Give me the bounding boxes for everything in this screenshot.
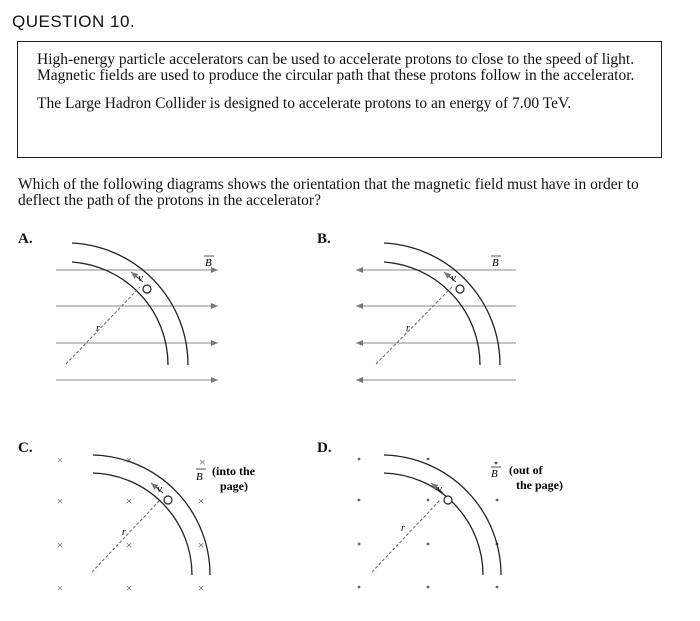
field-dot-symbol (495, 462, 498, 465)
svg-text:×: × (56, 494, 64, 508)
context-paragraph-1: High-energy particle accelerators can be used to accelerate protons to close to the speed of light. Magnetic fields are used to produce the circular path that these protons follow in the accelerator. (37, 51, 635, 84)
diagram-b[interactable] (356, 243, 516, 380)
radius-label: r (401, 523, 405, 534)
proton (444, 496, 452, 504)
diagram-c[interactable] (57, 453, 258, 595)
radius-line (372, 500, 440, 572)
velocity-label: v (138, 272, 143, 284)
field-crosses (57, 453, 205, 595)
svg-text:×: × (56, 538, 64, 552)
svg-text:×: × (197, 581, 205, 595)
inner-arc (384, 473, 483, 575)
outer-arc (384, 455, 501, 575)
svg-text:×: × (56, 581, 64, 595)
field-label: B (491, 468, 498, 480)
radius-label: r (96, 323, 100, 334)
inner-arc (93, 473, 192, 575)
svg-text:×: × (125, 494, 133, 508)
option-d-label[interactable]: D. (317, 440, 332, 456)
field-note: (out of the page) (509, 463, 563, 492)
svg-text:×: × (125, 538, 133, 552)
diagram-d[interactable] (358, 455, 563, 588)
proton (143, 285, 151, 293)
radius-label: r (406, 323, 410, 334)
field-label: B (492, 257, 499, 269)
question-title: QUESTION 10. (12, 12, 136, 31)
field-label: B (196, 471, 203, 483)
velocity-label: v (451, 272, 456, 284)
field-label: B (205, 257, 212, 269)
svg-text:×: × (125, 581, 133, 595)
outer-arc (93, 455, 210, 575)
option-a-label[interactable]: A. (18, 231, 33, 247)
field-arrows-right (56, 270, 218, 380)
diagram-a[interactable] (56, 243, 218, 380)
radius-line (66, 287, 140, 364)
svg-text:×: × (125, 453, 133, 467)
svg-text:×: × (197, 538, 205, 552)
field-cross-symbol: × (199, 455, 206, 469)
field-dots (358, 458, 499, 589)
outer-arc (72, 243, 188, 365)
proton (456, 285, 464, 293)
option-b-label[interactable]: B. (317, 231, 331, 247)
velocity-label: v (437, 483, 442, 495)
radius-label: r (122, 527, 126, 538)
outer-arc (384, 243, 500, 365)
option-c-label[interactable]: C. (18, 440, 33, 456)
radius-line (92, 500, 160, 572)
svg-text:×: × (56, 453, 64, 467)
radius-line (376, 287, 452, 364)
question-text: Which of the following diagrams shows the orientation that the magnetic field must have in order to deflect the path of the protons in the accelerator? (18, 176, 639, 209)
field-note: (into the page) (212, 464, 255, 493)
svg-text:×: × (197, 494, 205, 508)
velocity-label: v (157, 483, 162, 495)
inner-arc (72, 262, 168, 365)
proton (164, 496, 172, 504)
inner-arc (384, 262, 480, 365)
field-arrows-left (356, 270, 516, 380)
context-paragraph-2: The Large Hadron Collider is designed to accelerate protons to an energy of 7.00 TeV. (37, 95, 572, 112)
